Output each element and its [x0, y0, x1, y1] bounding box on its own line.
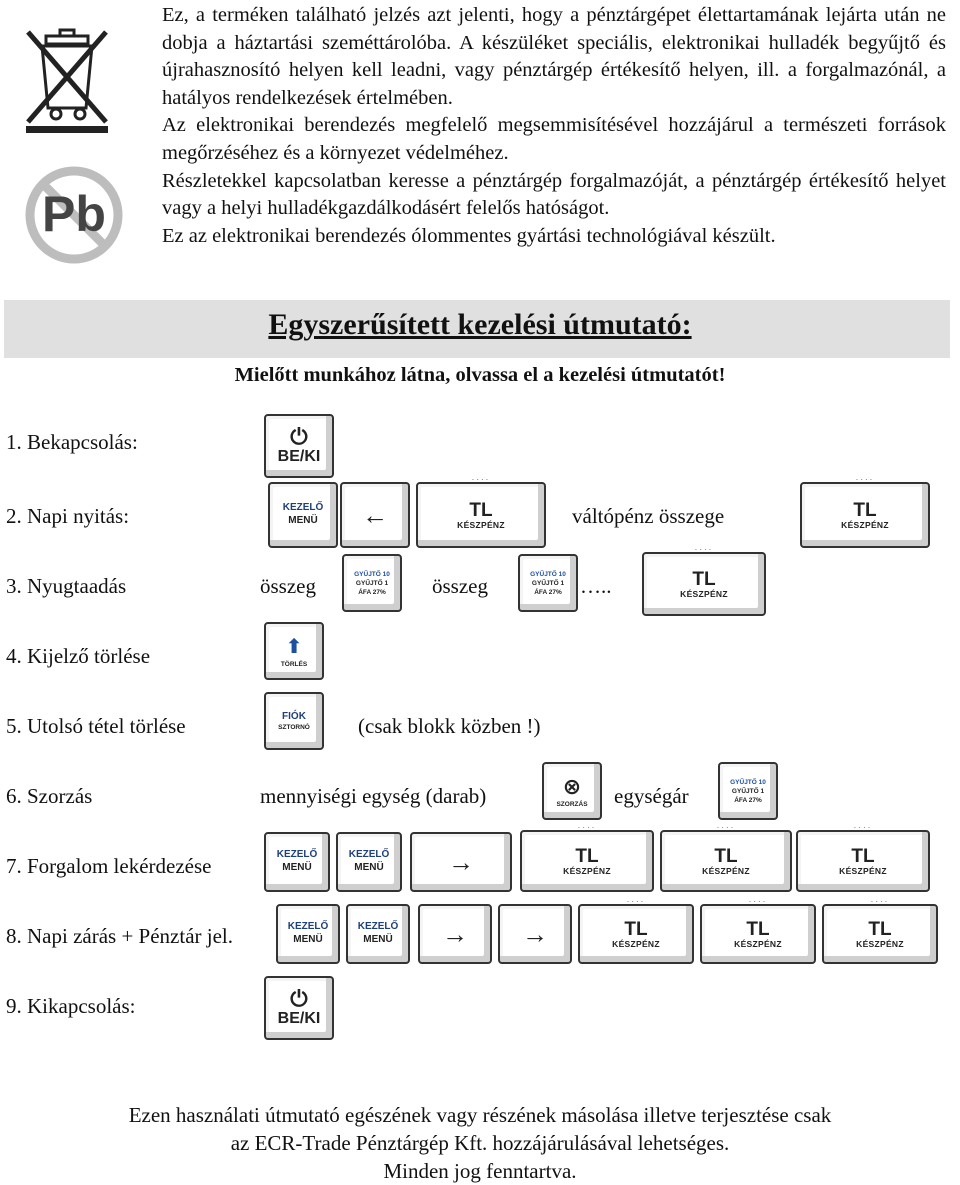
- key-label: TL: [714, 845, 738, 867]
- up-arrow-icon: ⬆: [285, 635, 303, 658]
- kezelo-menu-key[interactable]: [336, 832, 402, 892]
- right-arrow-key[interactable]: [410, 832, 512, 892]
- key-label: GYŰJTŐ 10: [730, 778, 766, 786]
- be-ki-key[interactable]: [264, 976, 334, 1040]
- tl-keszpenz-key[interactable]: [416, 475, 546, 548]
- key-label: KÉSZPÉNZ: [839, 865, 887, 876]
- key-label: GYŰJTŐ 1: [355, 579, 389, 587]
- step-6-quantity: mennyiségi egység (darab): [260, 784, 487, 808]
- key-label: MENÜ: [282, 862, 312, 873]
- key-label: KEZELŐ: [357, 921, 399, 932]
- step-3-amount-1: összeg: [260, 574, 316, 598]
- key-label: GYŰJTŐ 1: [731, 787, 765, 795]
- step-3-amount-2: összeg: [432, 574, 488, 598]
- key-label: FIÓK: [282, 710, 306, 722]
- left-arrow-icon: ←: [362, 500, 388, 530]
- gyujto-key[interactable]: [518, 554, 578, 612]
- key-label: KÉSZPÉNZ: [841, 519, 889, 530]
- key-dots: ····: [577, 823, 597, 832]
- step-3-label: 3. Nyugtaadás: [6, 574, 127, 598]
- step-7-label: 7. Forgalom lekérdezése: [6, 854, 212, 878]
- left-arrow-key[interactable]: [340, 482, 410, 548]
- key-label: KÉSZPÉNZ: [680, 588, 728, 599]
- disposal-notice: [162, 2, 946, 250]
- tl-keszpenz-key[interactable]: [700, 897, 816, 964]
- tl-keszpenz-key[interactable]: [822, 897, 938, 964]
- step-1-label: 1. Bekapcsolás:: [6, 430, 138, 454]
- weee-crossed-bin-icon: [22, 22, 112, 134]
- lead-free-pb-icon: [22, 165, 132, 265]
- key-label: TL: [692, 568, 716, 590]
- key-label: KÉSZPÉNZ: [856, 938, 904, 949]
- key-label: MENÜ: [354, 862, 384, 873]
- key-dots: ····: [748, 897, 768, 906]
- step-2-text: váltópénz összege: [572, 504, 725, 528]
- kezelo-menu-key[interactable]: [268, 482, 338, 548]
- tl-keszpenz-key[interactable]: [796, 823, 930, 892]
- key-label: KÉSZPÉNZ: [702, 865, 750, 876]
- key-label: KÉSZPÉNZ: [734, 938, 782, 949]
- tl-keszpenz-key[interactable]: [520, 823, 654, 892]
- key-label: KEZELŐ: [287, 921, 329, 932]
- gyujto-key[interactable]: [718, 762, 778, 820]
- power-icon: ⏻: [290, 424, 308, 449]
- pb-symbol-text: Pb: [42, 186, 106, 242]
- torles-key[interactable]: [264, 622, 324, 680]
- copyright-footer: [0, 1101, 960, 1185]
- step-9-label: 9. Kikapcsolás:: [6, 994, 136, 1018]
- key-label: ÁFA 27%: [358, 588, 386, 596]
- key-dots: ····: [870, 897, 890, 906]
- key-dots: ····: [716, 823, 736, 832]
- multiply-icon: ⊗: [562, 773, 582, 799]
- notice-paragraph: Ez az elektronikai berendezés ólommentes gyártási technológiával készült.: [162, 224, 776, 247]
- szorzas-key[interactable]: [542, 762, 602, 820]
- step-5-label: 5. Utolsó tétel törlése: [6, 714, 186, 738]
- key-label: SZORZÁS: [556, 800, 588, 808]
- step-5-text: (csak blokk közben !): [358, 714, 541, 738]
- step-6-unit-price: egységár: [614, 784, 689, 808]
- footer-line: Ezen használati útmutató egészének vagy részének másolása illetve terjesztése csak: [128, 1103, 832, 1127]
- right-arrow-icon: →: [448, 847, 474, 877]
- key-label: KÉSZPÉNZ: [457, 519, 505, 530]
- tl-keszpenz-key[interactable]: [578, 897, 694, 964]
- tl-keszpenz-key[interactable]: [660, 823, 792, 892]
- key-label: KÉSZPÉNZ: [563, 865, 611, 876]
- key-label: TL: [868, 918, 892, 940]
- step-3-ellipsis: …..: [580, 574, 612, 598]
- step-4-label: 4. Kijelző törlése: [6, 644, 151, 668]
- step-8-label: 8. Napi zárás + Pénztár jel.: [6, 924, 234, 948]
- key-label: BE/KI: [277, 448, 321, 465]
- key-label: GYŰJTŐ 1: [531, 579, 565, 587]
- key-dots: ····: [626, 897, 646, 906]
- key-dots: ····: [853, 823, 873, 832]
- footer-line: az ECR-Trade Pénztárgép Kft. hozzájárulásával lehetséges.: [230, 1131, 730, 1155]
- key-dots: ····: [855, 475, 875, 484]
- key-label: MENÜ: [293, 934, 323, 945]
- key-label: TL: [575, 845, 599, 867]
- key-label: ÁFA 27%: [734, 796, 762, 804]
- kezelo-menu-key[interactable]: [276, 904, 340, 964]
- key-label: BE/KI: [277, 1010, 321, 1027]
- right-arrow-key[interactable]: [498, 904, 572, 964]
- notice-paragraph: Ez, a terméken található jelzés azt jelenti, hogy a pénztárgépet élettartamának lejárta után ne dobja a háztartási szeméttárolóba. A készüléket speciális, elektronikai hulladék begyűjtő és újrahasznosító helyen kell leadni, vagy pénztárgép értékesítő helyen, ill. a forgalmazónál, a hatályos rendelkezések értelmében.: [162, 4, 946, 109]
- key-label: KÉSZPÉNZ: [612, 938, 660, 949]
- key-label: MENÜ: [363, 934, 393, 945]
- fiok-sztorno-key[interactable]: [264, 692, 324, 750]
- key-label: SZTORNÓ: [278, 723, 310, 731]
- key-label: GYŰJTŐ 10: [354, 570, 390, 578]
- gyujto-key[interactable]: [342, 554, 402, 612]
- key-label: TL: [624, 918, 648, 940]
- key-label: GYŰJTŐ 10: [530, 570, 566, 578]
- notice-paragraph: Részletekkel kapcsolatban keresse a pénztárgép forgalmazóját, a pénztárgép értékesítő helyet vagy a helyi hulladékgazdálkodásért felelős hatóságot.: [162, 169, 946, 220]
- key-label: TL: [469, 499, 493, 521]
- power-icon: ⏻: [290, 986, 308, 1011]
- key-label: TL: [851, 845, 875, 867]
- key-dots: ····: [471, 475, 491, 484]
- key-label: MENÜ: [288, 515, 318, 526]
- page-subtitle: Mielőtt munkához látna, olvassa el a kezelési útmutatót!: [234, 364, 726, 386]
- key-label: KEZELŐ: [276, 849, 318, 860]
- key-dots: ····: [694, 545, 714, 554]
- key-label: KEZELŐ: [282, 502, 324, 513]
- page-title: Egyszerűsített kezelési útmutató:: [268, 308, 692, 341]
- kezelo-menu-key[interactable]: [264, 832, 330, 892]
- key-label: TL: [853, 499, 877, 521]
- right-arrow-icon: →: [522, 919, 548, 949]
- notice-paragraph: Az elektronikai berendezés megfelelő megsemmisítésével hozzájárul a természeti források megőrzéséhez és a környezet védelméhez.: [162, 114, 946, 164]
- key-label: TÖRLÉS: [280, 660, 308, 668]
- footer-line: Minden jog fenntartva.: [383, 1159, 577, 1183]
- tl-keszpenz-key[interactable]: [642, 545, 766, 616]
- key-label: KEZELŐ: [348, 849, 390, 860]
- right-arrow-key[interactable]: [418, 904, 492, 964]
- step-6-label: 6. Szorzás: [6, 784, 93, 808]
- kezelo-menu-key[interactable]: [346, 904, 410, 964]
- step-2-label: 2. Napi nyitás:: [6, 504, 130, 528]
- tl-keszpenz-key[interactable]: [800, 475, 930, 548]
- key-label: ÁFA 27%: [534, 588, 562, 596]
- right-arrow-icon: →: [442, 919, 468, 949]
- be-ki-key[interactable]: [264, 414, 334, 478]
- key-label: TL: [746, 918, 770, 940]
